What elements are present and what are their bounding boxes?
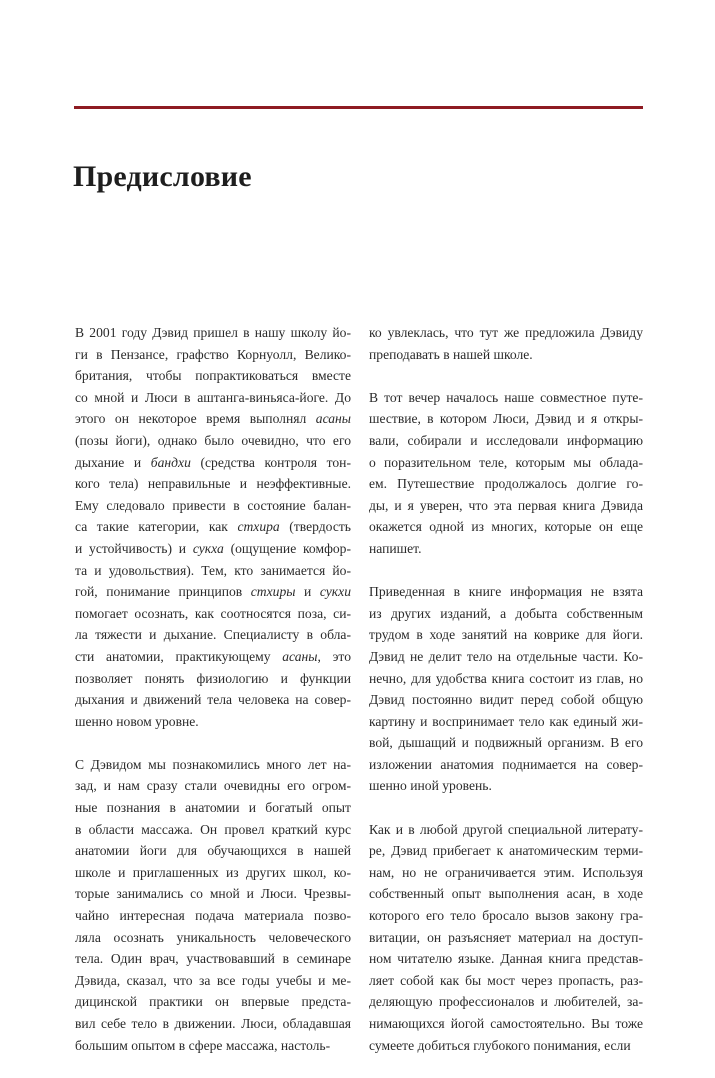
text-line: шествие, в котором Люси, Дэвид и я откры- bbox=[369, 411, 643, 427]
text-line: С Дэвидом мы познакомились много лет на- bbox=[75, 756, 351, 772]
text-line: Дэвид не делит тело на отдельные части. Ко- bbox=[369, 648, 643, 664]
text-line: чайно интересная подача материала позво- bbox=[75, 908, 351, 924]
paragraph bbox=[369, 387, 643, 560]
text-line: нимающихся йогой самостоятельно. Вы тоже bbox=[369, 1016, 643, 1031]
text-line: торые занимались со мной и Люси. Чрезвы- bbox=[75, 886, 351, 902]
text-line: вой, дышащий и подвижный организм. В его bbox=[369, 735, 643, 751]
text-line: шенно новом уровне. bbox=[75, 713, 199, 729]
text-line: дыхания и движений тела человека на совер- bbox=[75, 692, 351, 708]
text-line: в области массажа. Он провел краткий курс bbox=[75, 821, 351, 837]
text-line: ды, и я уверен, что эта первая книга Дэвида bbox=[369, 497, 643, 513]
text-line: та и удовольствия). Тем, кто занимается йо- bbox=[75, 562, 351, 578]
text-line: гой, понимание принципов стхиры и сукхи bbox=[75, 584, 351, 600]
text-line: Ему следовало привести в состояние балан- bbox=[75, 497, 351, 513]
text-line: со мной и Люси в аштанга-виньяса-йоге. До bbox=[75, 389, 351, 405]
text-line: ла тяжести и дыхание. Специалисту в обла- bbox=[75, 627, 351, 643]
text-line: и устойчивость) и сукха (ощущение комфор- bbox=[75, 540, 351, 556]
text-line: преподавать в нашей школе. bbox=[369, 346, 533, 362]
text-line: тела. Один врач, участвовавший в семинаре bbox=[75, 951, 351, 967]
text-line: ляла осознать уникальность человеческого bbox=[75, 929, 351, 945]
text-line: картину и воспринимает тело как единый жи- bbox=[369, 713, 643, 729]
text-line: ре, Дэвид прибегает к анатомическим терми- bbox=[369, 843, 643, 859]
text-line: Как и в любой другой специальной литерату- bbox=[369, 821, 643, 837]
paragraph bbox=[369, 322, 643, 365]
text-line: анатомии йоги для обучающихся в нашей bbox=[75, 843, 351, 859]
text-line: трудом в ходе занятий на коврике для йоги. bbox=[369, 627, 643, 643]
page-title: Предисловие bbox=[73, 160, 252, 193]
text-line: ные познания в анатомии и богатый опыт bbox=[75, 800, 351, 816]
text-line: В 2001 году Дэвид пришел в нашу школу йо- bbox=[75, 325, 351, 340]
text-line: дицинской практики он впервые предста- bbox=[75, 994, 351, 1010]
text-line: (позы йоги), однако было очевидно, что его bbox=[75, 432, 351, 448]
text-line: о поразительном теле, которым мы облада- bbox=[369, 454, 643, 470]
text-line: ко увлеклась, что тут же предложила Дэвиду bbox=[369, 325, 643, 340]
text-line: ном читателю языке. Данная книга представ- bbox=[369, 951, 643, 967]
text-line: из других изданий, а добыта собственным bbox=[369, 605, 643, 621]
paragraph bbox=[369, 581, 643, 797]
text-line: большим опытом в сфере массажа, настоль- bbox=[75, 1037, 331, 1053]
text-line: ги в Пензансе, графство Корнуолл, Велико- bbox=[75, 346, 351, 362]
text-line: кого тела) неправильные и неэффективные. bbox=[75, 476, 351, 492]
left-text-column bbox=[75, 322, 351, 1078]
text-line: Дэвид постоянно видит перед собой общую bbox=[369, 692, 643, 708]
paragraph bbox=[75, 322, 351, 732]
text-line: британия, чтобы попрактиковаться вместе bbox=[75, 368, 351, 384]
paragraph bbox=[75, 754, 351, 1056]
text-line: школе и приглашенных из других школ, ко- bbox=[75, 864, 351, 880]
text-line: ем. Путешествие продолжалось долгие го- bbox=[369, 476, 643, 492]
text-line: сти анатомии, практикующему асаны, это bbox=[75, 648, 351, 664]
text-line: нам, но не ограничивается этим. Используя bbox=[369, 864, 643, 880]
text-line: В тот вечер началось наше совместное путе- bbox=[369, 389, 643, 405]
text-line: Приведенная в книге информация не взята bbox=[369, 584, 643, 600]
text-line: окажется одной из многих, которые он еще bbox=[369, 519, 643, 535]
text-line: вали, собирали и исследовали информацию bbox=[369, 432, 643, 448]
text-line: Дэвида, сказал, что за все годы учебы и ме- bbox=[75, 972, 351, 988]
text-line: собственный опыт выполнения асан, в ходе bbox=[369, 886, 643, 902]
text-line: позволяет понять физиологию и функции bbox=[75, 670, 351, 686]
text-line: сумеете добиться глубокого понимания, если bbox=[369, 1037, 631, 1053]
right-text-column bbox=[369, 322, 643, 1078]
text-line: деляющую профессионалов и любителей, за- bbox=[369, 994, 643, 1010]
text-line: помогает осознать, как соотносятся поза, си- bbox=[75, 605, 351, 621]
text-line: напишет. bbox=[369, 540, 422, 556]
text-line: зад, и нам сразу стали очевидны его огром- bbox=[75, 778, 351, 794]
text-line: вил себе тело в движении. Люси, обладавшая bbox=[75, 1016, 351, 1031]
text-line: шенно иной уровень. bbox=[369, 778, 492, 794]
header-rule bbox=[74, 106, 643, 109]
text-line: этого он некоторое время выполнял асаны bbox=[75, 411, 351, 427]
text-line: ляет собой как бы мост через пропасть, раз- bbox=[369, 972, 643, 988]
text-line: витации, он разъясняет материал на доступ- bbox=[369, 929, 643, 945]
text-line: которого его тело бросало вызов закону гра- bbox=[369, 908, 643, 924]
paragraph bbox=[369, 819, 643, 1057]
text-line: дыхание и бандхи (средства контроля тон- bbox=[75, 454, 351, 470]
text-line: нечно, для удобства книга состоит из глав, но bbox=[369, 670, 643, 686]
text-line: изложении анатомия поднимается на совер- bbox=[369, 756, 643, 772]
text-line: са такие категории, как стхира (твердость bbox=[75, 519, 351, 535]
